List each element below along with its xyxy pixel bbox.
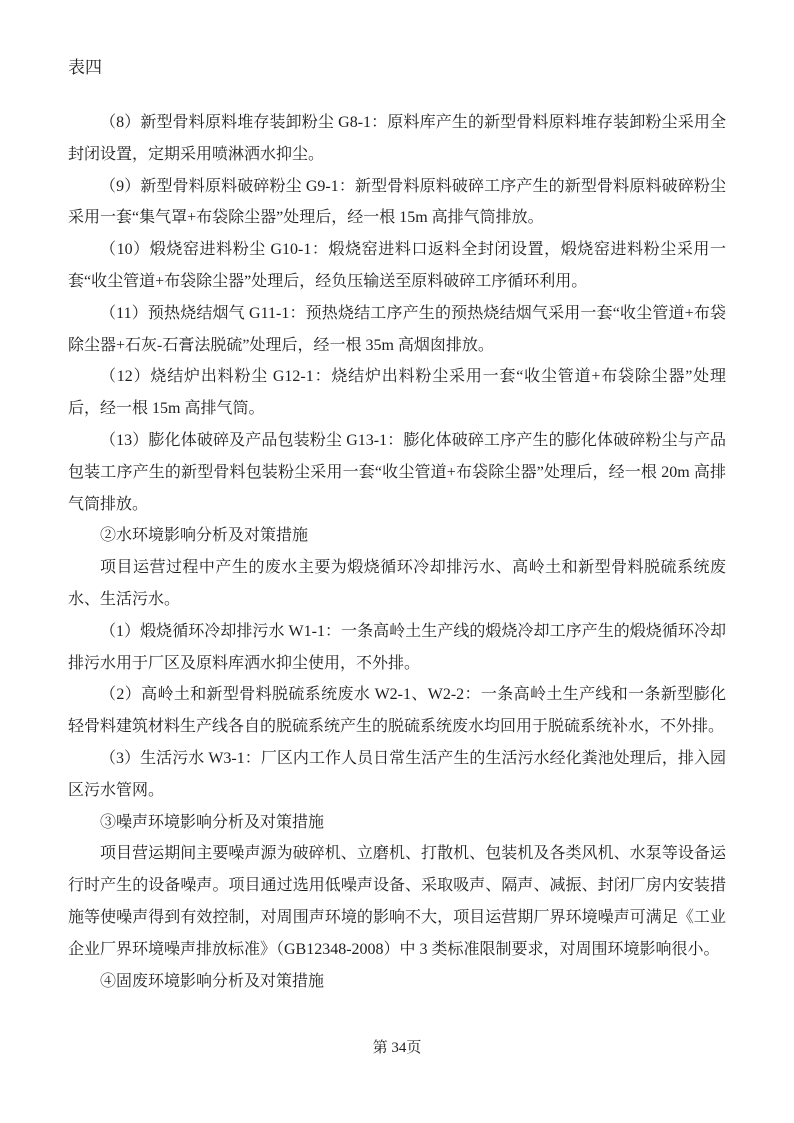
paragraph: （2）高岭土和新型骨料脱硫系统废水 W2-1、W2-2：一条高岭土生产线和一条新型膨化轻骨料建筑材料生产线各自的脱硫系统产生的脱硫系统废水均回用于脱硫系统补水，不外排。 bbox=[68, 686, 726, 736]
document-body bbox=[68, 107, 726, 997]
paragraph: （1）煅烧循环冷却排污水 W1-1：一条高岭土生产线的煅烧冷却工序产生的煅烧循环冷却排污水用于厂区及原料库洒水抑尘使用，不外排。 bbox=[68, 622, 726, 672]
section-heading: ③噪声环境影响分析及对策措施 bbox=[100, 813, 325, 831]
paragraph: （13）膨化体破碎及产品包装粉尘 G13-1：膨化体破碎工序产生的膨化体破碎粉尘与产品包装工序产生的新型骨料包装粉尘采用一套“收尘管道+布袋除尘器”处理后，经一根 20m 高排气筒排放。 bbox=[68, 431, 726, 513]
paragraph: 项目营运期间主要噪声源为破碎机、立磨机、打散机、包装机及各类风机、水泵等设备运行时产生的设备噪声。项目通过选用低噪声设备、采取吸声、隔声、减振、封闭厂房内安装措施等使噪声得到有效控制，对周围声环境的影响不大，项目运营期厂界环境噪声可满足《工业企业厂界环境噪声排放标准》（GB12348-2008）中 3 类标准限制要求，对周围环境影响很小。 bbox=[68, 845, 726, 958]
section-heading: ④固废环境影响分析及对策措施 bbox=[100, 972, 325, 990]
paragraph: （10）煅烧窑进料粉尘 G10-1：煅烧窑进料口返料全封闭设置，煅烧窑进料粉尘采用一套“收尘管道+布袋除尘器”处理后，经负压输送至原料破碎工序循环利用。 bbox=[68, 241, 726, 290]
paragraph: （11）预热烧结烟气 G11-1：预热烧结工序产生的预热烧结烟气采用一套“收尘管道+布袋除尘器+石灰-石膏法脱硫”处理后，经一根 35m 高烟囱排放。 bbox=[68, 304, 726, 354]
paragraph: （3）生活污水 W3-1：厂区内工作人员日常生活产生的生活污水经化粪池处理后，排入园区污水管网。 bbox=[68, 749, 726, 799]
page-header-label: 表四 bbox=[68, 58, 102, 77]
section-heading: ②水环境影响分析及对策措施 bbox=[100, 527, 309, 545]
paragraph: （9）新型骨料原料破碎粉尘 G9-1：新型骨料原料破碎工序产生的新型骨料原料破碎粉尘采用一套“集气罩+布袋除尘器”处理后，经一根 15m 高排气筒排放。 bbox=[68, 177, 726, 227]
paragraph: （12）烧结炉出料粉尘 G12-1：烧结炉出料粉尘采用一套“收尘管道+布袋除尘器”处理后，经一根 15m 高排气筒。 bbox=[68, 368, 726, 418]
paragraph: （8）新型骨料原料堆存装卸粉尘 G8-1：原料库产生的新型骨料原料堆存装卸粉尘采用全封闭设置，定期采用喷淋洒水抑尘。 bbox=[68, 114, 726, 163]
page-number: 第 34页 bbox=[372, 1040, 422, 1056]
paragraph: 项目运营过程中产生的废水主要为煅烧循环冷却排污水、高岭土和新型骨料脱硫系统废水、生活污水。 bbox=[68, 559, 726, 608]
